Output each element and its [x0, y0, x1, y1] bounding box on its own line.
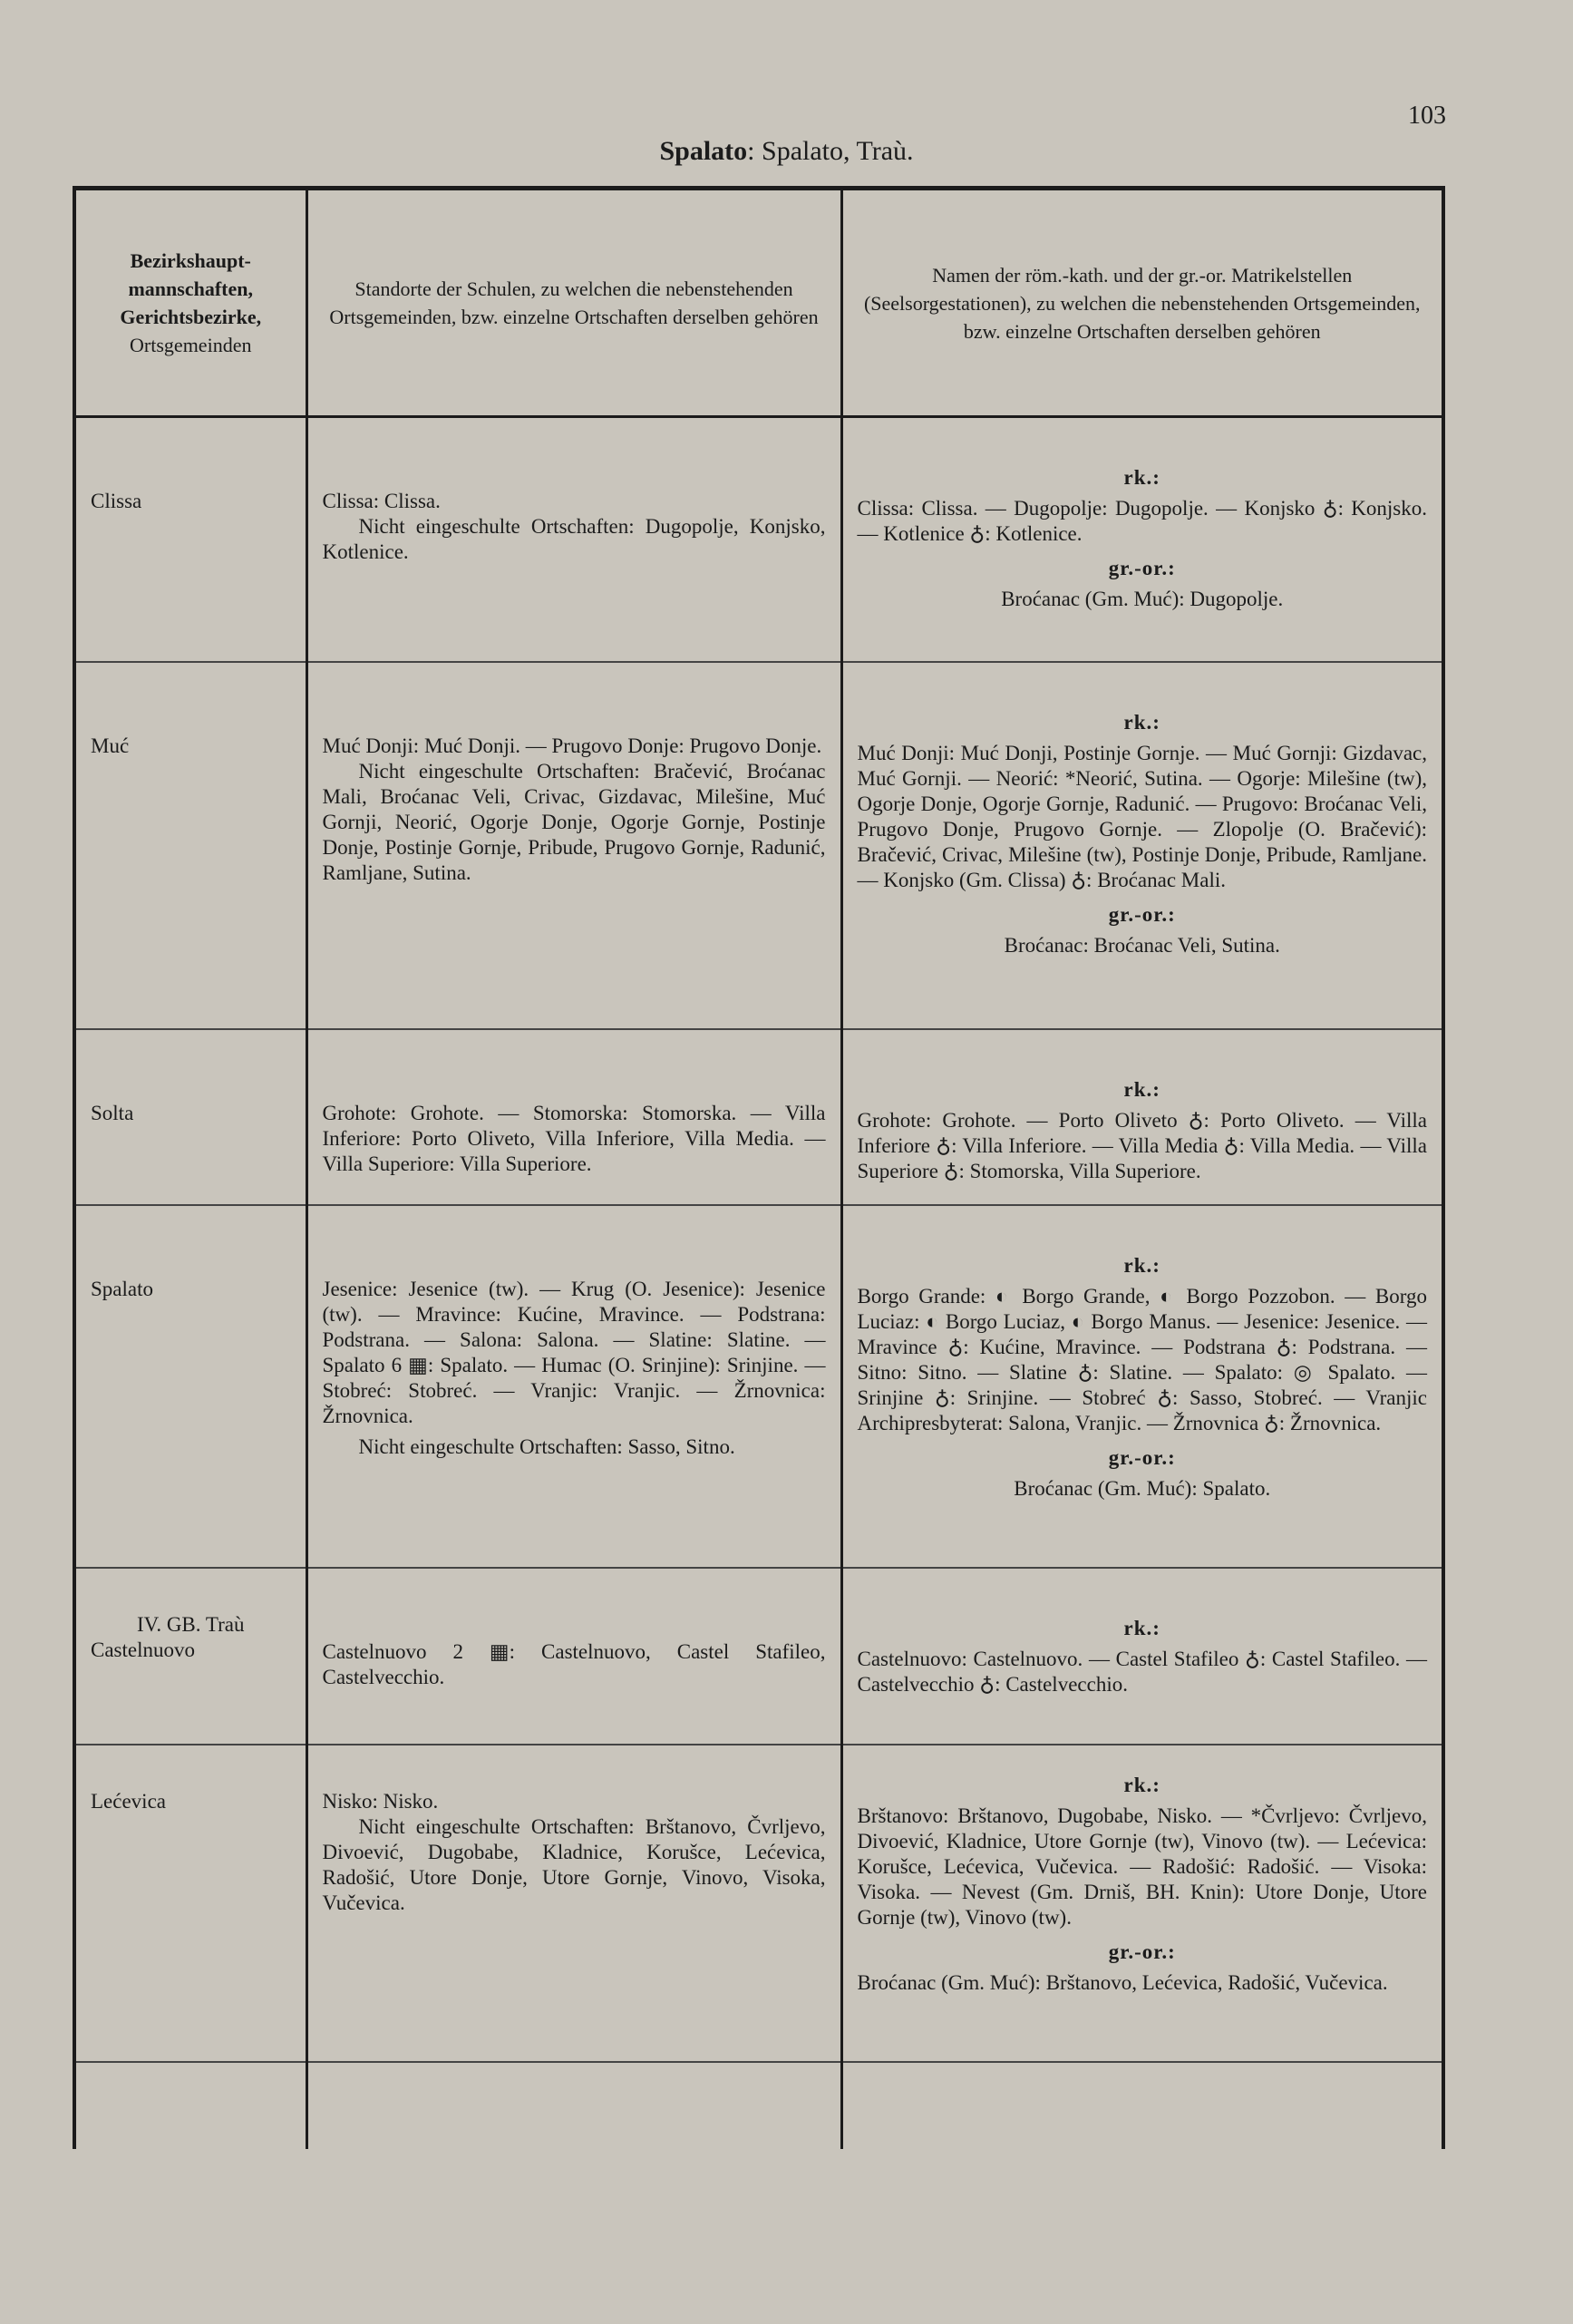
table-header — [74, 189, 1443, 417]
row-parishes — [841, 1745, 1443, 2062]
table-tail — [74, 2062, 1443, 2149]
school-entry: Nisko: Nisko. — [322, 1789, 439, 1813]
page-number: 103 — [1408, 102, 1446, 130]
gror-text: Broćanac (Gm. Muć): Brštanovo, Lećevica, Radošić, Vučevica. — [857, 1970, 1388, 1994]
header-col1 — [74, 189, 306, 417]
gror-label: gr.-or.: — [1108, 902, 1176, 926]
row-name — [74, 1568, 306, 1745]
row-schools — [306, 662, 841, 1029]
gror-text: Broćanac (Gm. Muć): Dugopolje. — [1001, 588, 1284, 610]
row-parishes — [841, 1029, 1443, 1205]
header-col2: Standorte der Schulen, zu welchen die nebenstehenden Ortsgemeinden, bzw. einzelne Ortschaften derselben gehören — [306, 189, 841, 417]
table-row — [74, 662, 1443, 1029]
row-name: Spalato — [74, 1205, 306, 1568]
table-row — [74, 1029, 1443, 1205]
row-parishes — [841, 1205, 1443, 1568]
row-parishes — [841, 662, 1443, 1029]
title-bold: Spalato — [659, 136, 748, 166]
row-schools — [306, 417, 841, 662]
school-entry: Grohote: Grohote. — Stomorska: Stomorska. — Villa Inferiore: Porto Oliveto, Villa Inferiore, Villa Media. — Villa Superiore: Villa Superiore. — [322, 1101, 826, 1175]
rk-label: rk.: — [1123, 1077, 1160, 1101]
municipality-name: Castelnuovo — [91, 1638, 195, 1661]
rk-label: rk.: — [1123, 710, 1160, 734]
school-entry: Clissa: Clissa. — [322, 490, 441, 512]
tail-cell — [74, 2062, 306, 2149]
row-name: Solta — [74, 1029, 306, 1205]
gror-text: Broćanac: Broćanac Veli, Sutina. — [1004, 933, 1280, 957]
row-parishes — [841, 417, 1443, 662]
header-col3: Namen der röm.-kath. und der gr.-or. Matrikelstellen (Seelsorgestationen), zu welchen die nebenstehenden Ortsgemeinden, bzw. einzelne Ortschaften derselben gehören — [841, 189, 1443, 417]
row-schools — [306, 1568, 841, 1745]
gror-label: gr.-or.: — [1108, 557, 1176, 579]
table-row — [74, 417, 1443, 662]
school-entry: Nicht eingeschulte Ortschaften: Bračević, Broćanac Mali, Broćanac Veli, Crivac, Gizdavac, Milešine, Muć Gornji, Neorić, Ogorje Donje, Ogorje Gornje, Postinje Donje, Postinje Gornje, Pribude, Prugovo Gornje, Radunić, Ramljane, Sutina. — [322, 759, 826, 884]
tail-cell — [306, 2062, 841, 2149]
school-entry: Castelnuovo 2 ▦: Castelnuovo, Castel Stafileo, Castelvecchio. — [322, 1639, 826, 1688]
school-entry: Jesenice: Jesenice (tw). — Krug (O. Jesenice): Jesenice (tw). — Mravince: Kućine, Mravince. — Podstrana: Podstrana. — Salona: Salona. — Slatine: Slatine. — Spalato 6 ▦: Spalato. — Humac (O. Srinjine): Srinjine. — Stobreć: Stobreć. — Vranjic: Vranjic. — Žrnovnica: Žrnovnica. — [322, 1277, 826, 1427]
title-rest: : Spalato, Traù. — [747, 136, 914, 166]
row-name: Lećevica — [74, 1745, 306, 2062]
table-row — [74, 1568, 1443, 1745]
header-col1-line3: Gerichtsbezirke, — [120, 306, 262, 328]
rk-label: rk.: — [1123, 466, 1160, 489]
header-col1-line4: Ortsgemeinden — [130, 334, 252, 356]
rk-label: rk.: — [1123, 1773, 1160, 1796]
row-schools — [306, 1029, 841, 1205]
rk-label: rk.: — [1123, 1616, 1160, 1639]
rk-text: Muć Donji: Muć Donji, Postinje Gornje. — Muć Gornji: Gizdavac, Muć Gornji. — Neorić: *Neorić, Sutina. — Ogorje: Milešine (tw), Ogorje Donje, Ogorje Gornje, Radunić. — Prugovo: Broćanac Veli, Prugovo Donje, Prugovo Gornje. — Zlopolje (O. Bračević): Bračević, Crivac, Milešine (tw), Postinje Donje, Pribude, Ramljane. — Konjsko (Gm. Clissa) ♁: Broćanac Mali. — [857, 741, 1427, 891]
row-name: Muć — [74, 662, 306, 1029]
gror-text: Broćanac (Gm. Muć): Spalato. — [1014, 1476, 1271, 1500]
gror-label: gr.-or.: — [1108, 1445, 1176, 1469]
rk-text: Grohote: Grohote. — Porto Oliveto ♁: Porto Oliveto. — Villa Inferiore ♁: Villa Inferiore. — Villa Media ♁: Villa Media. — Villa Superiore ♁: Stomorska, Villa Superiore. — [857, 1108, 1427, 1182]
rk-text: Borgo Grande: ◐ Borgo Grande, ◐ Borgo Pozzobon. — Borgo Luciaz: ◐ Borgo Luciaz, ◐ Borgo Manus. — Jesenice: Jesenice. — Mravince ♁: Kućine, Mravince. — Podstrana ♁: Podstrana. — Sitno: Sitno. — Slatine ♁: Slatine. — Spalato: ◎ Spalato. — Srinjine ♁: Srinjine. — Stobreć ♁: Sasso, Stobreć. — Vranjic Archipresbyterat: Salona, Vranjic. — Žrnovnica ♁: Žrnovnica. — [857, 1284, 1427, 1434]
school-entry: Nicht eingeschulte Ortschaften: Brštanovo, Čvrljevo, Divoević, Dugobabe, Kladnice, Korušce, Lećevica, Radošić, Utore Donje, Utore Gornje, Vinovo, Visoka, Vučevica. — [322, 1814, 826, 1914]
school-entry: Nicht eingeschulte Ortschaften: Dugopolje, Konjsko, Kotlenice. — [322, 515, 826, 563]
row-name: Clissa — [74, 417, 306, 662]
row-schools — [306, 1745, 841, 2062]
rk-text: Brštanovo: Brštanovo, Dugobabe, Nisko. — *Čvrljevo: Čvrljevo, Divoević, Kladnice, Utore Gornje (tw), Vinovo (tw). — Lećevica: Korušce, Lećevica, Vučevica. — Radošić: Radošić. — Visoka: Visoka. — Nevest (Gm. Drniš, BH. Knin): Utore Donje, Utore Gornje (tw), Vinovo (tw). — [857, 1804, 1427, 1929]
district-name: IV. GB. Traù — [137, 1612, 245, 1636]
school-entry: Muć Donji: Muć Donji. — Prugovo Donje: Prugovo Donje. — [322, 734, 822, 757]
rk-text: Castelnuovo: Castelnuovo. — Castel Stafileo ♁: Castel Stafileo. — Castelvecchio ♁: Castelvecchio. — [857, 1647, 1427, 1696]
tail-cell — [841, 2062, 1443, 2149]
table-row — [74, 1745, 1443, 2062]
rk-text: Clissa: Clissa. — Dugopolje: Dugopolje. — Konjsko ♁: Konjsko. — Kotlenice ♁: Kotlenice. — [857, 497, 1427, 545]
rk-label: rk.: — [1123, 1253, 1160, 1277]
header-col1-line2: mannschaften, — [128, 277, 253, 300]
header-col1-line1: Bezirkshaupt- — [130, 249, 251, 272]
page-title — [0, 136, 1573, 167]
school-entry: Nicht eingeschulte Ortschaften: Sasso, Sitno. — [358, 1434, 735, 1458]
table-row — [74, 1205, 1443, 1568]
parish-table — [73, 186, 1445, 2149]
gror-label: gr.-or.: — [1108, 1940, 1176, 1963]
row-schools — [306, 1205, 841, 1568]
row-parishes — [841, 1568, 1443, 1745]
